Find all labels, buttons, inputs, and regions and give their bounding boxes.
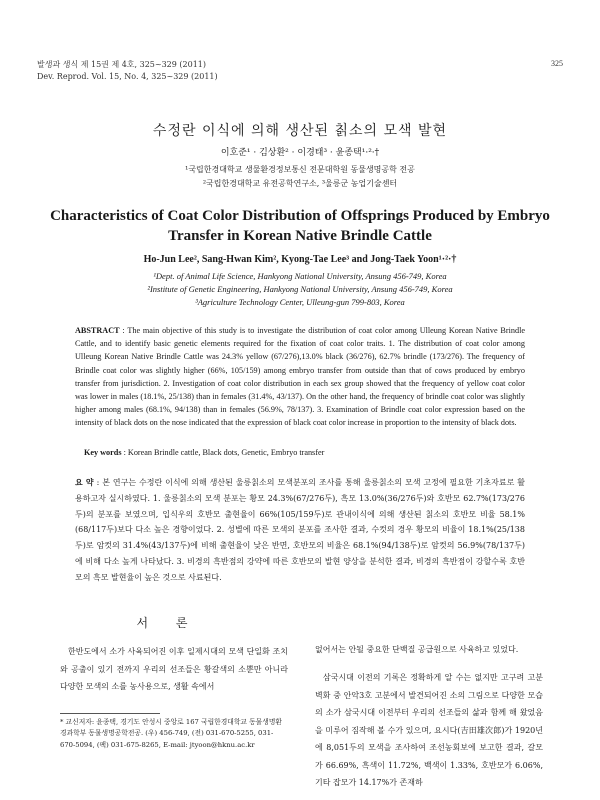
english-affiliation-3: ³Agriculture Technology Center, Ulleung-gun 799-803, Korea: [195, 297, 405, 307]
korean-abstract-text: : 본 연구는 수정란 이식에 의해 생산된 울릉칡소의 모색분포의 조사를 통해 울릉칡소의 모색 고정에 필요한 기초자료로 활용하고자 실시하였다. 1. 울릉칡소의 모색 분포는 황모 24.3%(67/276두), 흑모 13.0%(36/276두)와 호반모 62.7%(173/276두)의 분포를 보였으며, 입식우의 호반모 출현율이 66%(105/159두)로 관내이식에 의해 생산된 칡소의 호반모 비율 58.1%(68/117두)보다 다소 높은 경향이었다. 2. 성별에 따른 모색의 분포를 조사한 결과, 수컷의 경우 황모의 비율이 18.1%(25/138두)로 암컷의 31.4%(43/137두)에 비해 출현율이 낮은 반면, 호반모의 비율은 68.1%(94/138두)로 암컷의 56.9%(78/137두)에 비해 다소 높게 나타났다. 3. 비경의 흑반점의 강약에 따른 호반모의 발현 양상을 분석한 결과, 비경의 흑반점이 강할수록 호반모의 흑모 발현율이 높은 것으로 사료된다.: [75, 478, 525, 582]
keywords: [84, 448, 524, 457]
korean-abstract: [75, 475, 525, 586]
left-column-text: [60, 643, 288, 696]
english-abstract: [75, 324, 525, 430]
correspondence-footnote: * 교신저자: 윤종택, 경기도 안성시 중앙로 167 국립한경대학교 동물생명환경과학부 동물생명공학전공. (우) 456-749, (전) 031-670-5255, 031-670-5094, (팩) 031-675-8265, E-mail: jtyoon@hknu.ac.kr: [60, 718, 282, 749]
journal-header-korean: 발생과 생식 제 15권 제 4호, 325~329 (2011): [37, 60, 207, 69]
korean-title: 수정란 이식에 의해 생산된 칡소의 모색 발현: [152, 123, 448, 139]
footnote-divider: [60, 713, 160, 714]
journal-header-english: Dev. Reprod. Vol. 15, No. 4, 325~329 (2011): [37, 72, 218, 81]
left-column-paragraph: 한반도에서 소가 사육되어진 이후 일제시대의 모색 단일화 조치와 공출이 있기 전까지 우리의 선조들은 황갈색의 소뿐만 아니라 다양한 모색의 소를 농사용으로, 생활 속에서: [60, 647, 288, 691]
korean-affiliation-2: ²국립한경대학교 유전공학연구소, ³울릉군 농업기술센터: [202, 179, 398, 188]
keywords-text: : Korean Brindle cattle, Black dots, Genetic, Embryo transfer: [121, 448, 325, 457]
english-authors: Ho-Jun Lee², Sang-Hwan Kim², Kyong-Tae Lee³ and Jong-Taek Yoon¹·²·†: [143, 254, 457, 265]
abstract-text: : The main objective of this study is to investigate the distribution of coat color among Ulleung Korean Native Brindle Cattle, and to identify basic genetic elements required for the fixation of coat color traits. 1. The distribution of coat color among Ulleung Korean Native Brindle Cattle was 24.3% yellow (67/276),13.0% black (36/276), 62.7% brindle (173/276). The frequency of Brindle coat color was slightly higher (66%, 105/159) among embryo transfer from outside than that of cows produced by embryo transfer from jurisdiction. 2. Investigation of coat color distribution in each sex group showed that the frequency of yellow coat color was lower in males (18.1%, 25/138) than in females (31.4%, 43/137). On the other hand, the frequency of brindle coat color was slightly higher among males (68.1%, 94/138) than in females (56.9%, 78/137). 3. Examination of Brindle coat color expression based on the intensity of black dots on the nose indicated that the expression of black coat color increase in proportion to the intensity of black dots.: [75, 326, 525, 428]
korean-abstract-label: 요 약: [75, 477, 94, 487]
english-affiliation-2: ²Institute of Genetic Engineering, Hankyong National University, Ansung 456-749, Korea: [147, 284, 453, 294]
korean-authors: 이호준¹ · 김상환² · 이경태³ · 윤종택¹·²·†: [220, 148, 380, 158]
keywords-label: Key words: [84, 448, 122, 457]
abstract-label: ABSTRACT: [75, 326, 120, 335]
right-column-paragraph: 삼국시대 이전의 기록은 정확하게 알 수는 없지만 고구려 고분벽화 중 안악3호 고분에서 발견되어진 소의 그림으로 다양한 모습의 소가 삼국시대 이전부터 우리의 선조들의 삶과 함께 해 왔었음을 미루어 짐작해 볼 수가 있으며, 요시다(吉田雄次郎)가 1920년에 8,051두의 모색을 조사하여 조선농회보에 보고한 결과, 갈모가 66.69%, 흑색이 11.72%, 백색이 1.33%, 호반모가 6.06%, 기타 잡모가 14.17%가 존재하: [315, 673, 543, 787]
korean-affiliation-1: ¹국립한경대학교 생물환경정보통신 전문대학원 동물생명공학 전공: [185, 165, 415, 174]
page-number: 325: [551, 59, 563, 68]
english-title: Characteristics of Coat Color Distribution of Offsprings Produced by Embryo Transfer in Korean Native Brindle Cattle: [50, 208, 550, 244]
section-heading-introduction: 서 론: [136, 616, 200, 630]
right-column-first-line: 없어서는 안될 중요한 단백질 공급원으로 사육하고 있었다.: [315, 645, 519, 654]
english-affiliation-1: ¹Dept. of Animal Life Science, Hankyong National University, Ansung 456-749, Korea: [153, 271, 447, 281]
right-column-text: [315, 669, 543, 792]
